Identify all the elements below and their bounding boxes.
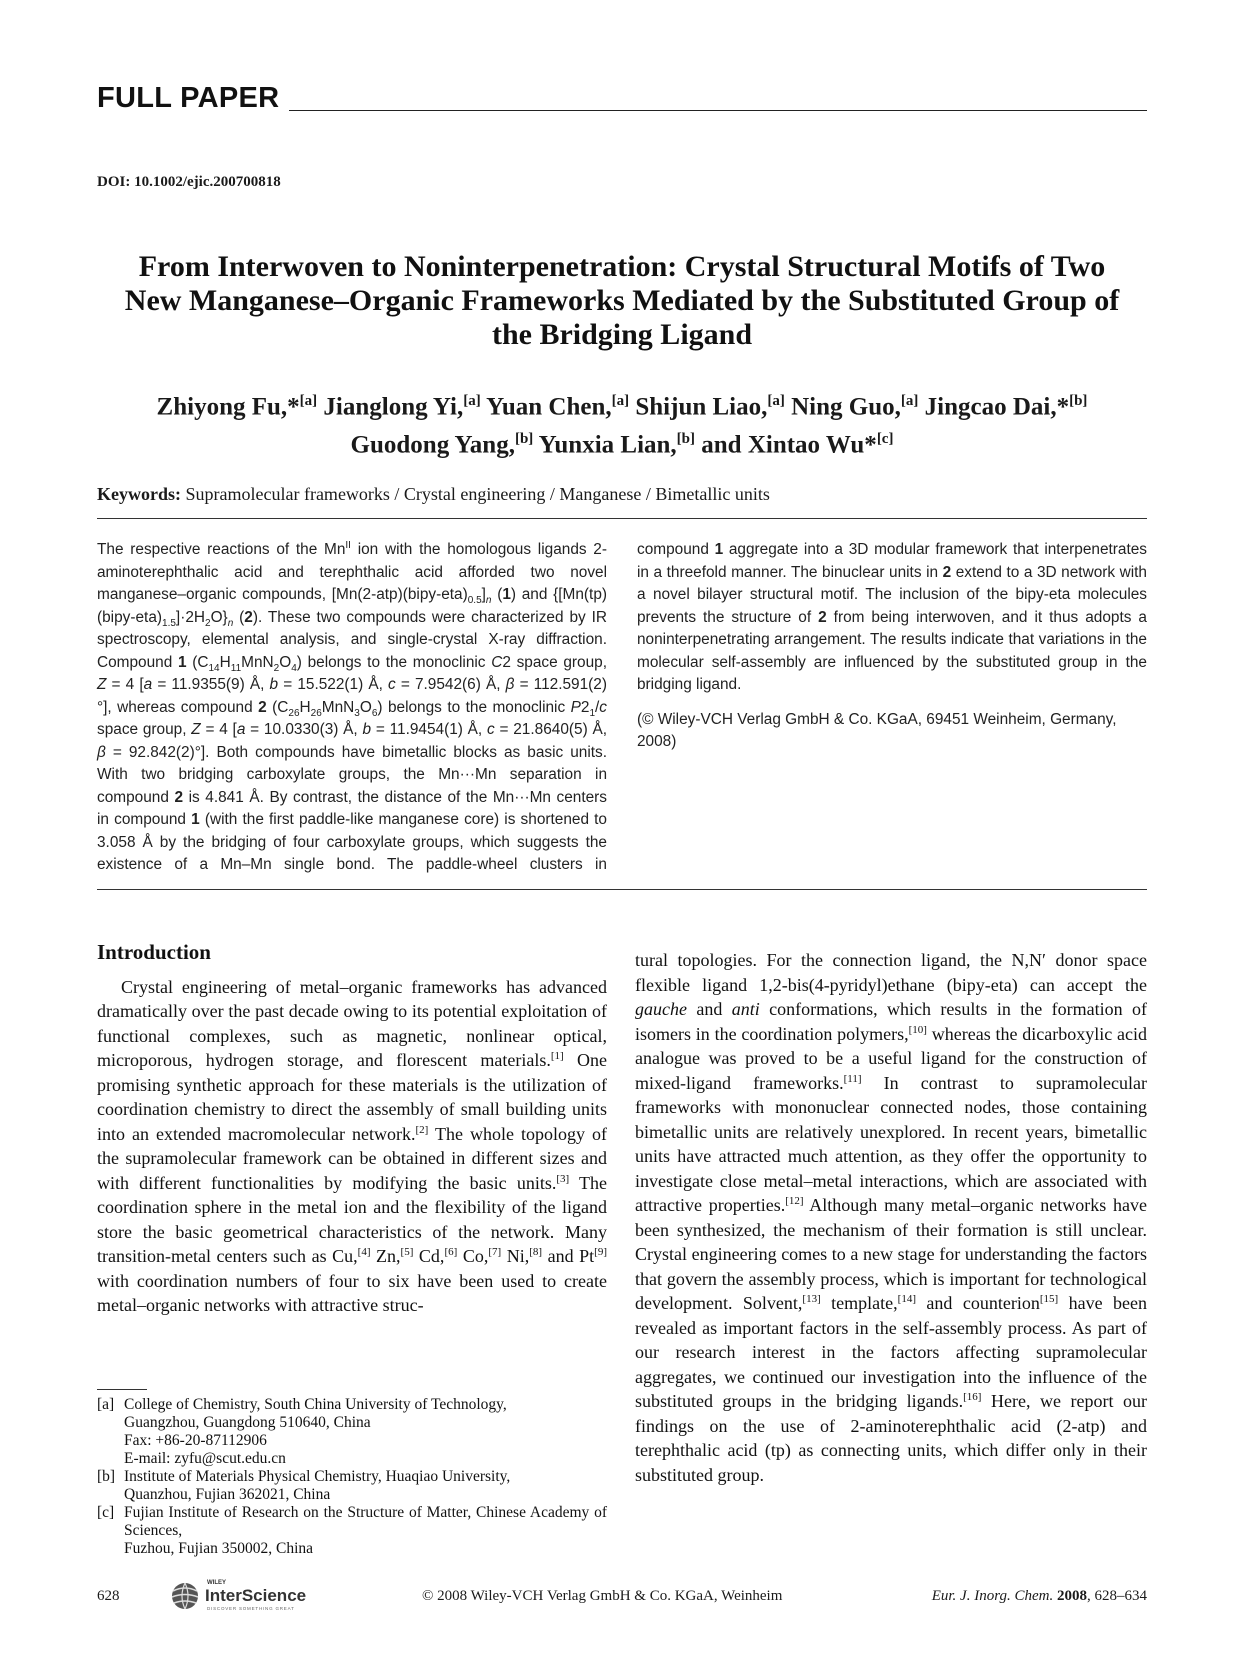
body-paragraph: Crystal engineering of metal–organic frameworks has advanced dramatically over the past decade owing to its potential exploitation of functional complexes, such as magnetic, nonlinear optical, microporous, hydrogen storage, and florescent materials.[1] One promising synthetic approach for these materials is the utilization of coordination chemistry to direct the assembly of small building units into an extended macromolecular network.[2] The whole topology of the supramolecular framework can be obtained in different sizes and with different functionalities by modifying the basic units.[3] The coordination sphere in the metal ion and the flexibility of the ligand store the basic geometrical characteristics of the network. Many transition-metal centers such as Cu,[4] Zn,[5] Cd,[6] Co,[7] Ni,[8] and Pt[9] with coordination numbers of four to six have been used to create metal–organic networks with attractive struc- [97,976,607,1315]
footer-copyright: © 2008 Wiley-VCH Verlag GmbH & Co. KGaA, Weinheim [422,1588,783,1604]
journal-year: 2008 [1057,1588,1087,1604]
author-name: Guodong Yang, [350,431,515,459]
title-line-2: New Manganese–Organic Frameworks Mediated by the Substituted Group of [124,284,1120,317]
affiliation-b [97,1468,607,1504]
author-name: Xintao Wu* [747,431,877,459]
author-name: Ning Guo, [791,393,901,421]
fax-line: Fax: +86-20-87112906 [124,1432,267,1449]
affiliation-mark: [b] [1069,393,1088,409]
affiliation-tag: [b] [97,1468,116,1485]
affiliation-tag: [a] [97,1396,115,1413]
doi[interactable]: DOI: 10.1002/ejic.200700818 [97,174,281,190]
affiliation-mark: [b] [514,431,534,448]
keywords-label: Keywords: [97,484,181,504]
section-heading-introduction: Introduction [97,940,211,964]
affiliation-line: Guangzhou, Guangdong 510640, China [124,1414,371,1431]
logo-tagline: DISCOVER SOMETHING GREAT [207,1606,295,1611]
keywords-divider [97,518,1147,519]
journal-pages: , 628–634 [1087,1588,1147,1604]
keywords-text: Supramolecular frameworks / Crystal engineering / Manganese / Bimetallic units [185,484,770,504]
abstract [97,539,1147,884]
logo-small-text: WILEY [207,1580,226,1586]
affiliation-mark: [a] [767,393,785,409]
interscience-logo [167,1575,332,1613]
author-list [97,385,1147,462]
introduction-column-right [635,948,1147,1487]
affiliation-tag: [c] [97,1504,115,1521]
author-name: Zhiyong Fu,* [156,393,300,421]
affiliation-mark: [a] [463,393,481,409]
header-rule [289,110,1147,111]
abstract-text: The respective reactions of the $Mn^{II}$ ion with the homologous ligands 2-aminoterephthalic acid and terephthalic acid afforded two novel manganese–organic compounds, $[Mn(2-atp)(bipy-eta)_{0.5}]_n$ (1) and $\{[Mn(tp)(bipy-eta)_{1.5}]\cdot 2H_2O\}_n$ (2). These two compounds were characterized by IR spectroscopy, elemental analysis, and single-crystal X-ray diffraction. Compound 1 $(C_{14}H_{11}MnN_2O_4)$ belongs to the monoclinic C2 space group, Z = 4 [a = 11.9355(9) Å, b = 15.522(1) Å, c = 7.9542(6) Å, β = 112.591(2)°], whereas compound 2 $(C_{26}H_{26}MnN_3O_6)$ belongs to the monoclinic $P2_1/c$ space group, Z = 4 [a = 10.0330(3) Å, b = 11.9454(1) Å, c = 21.8640(5) Å, β = 92.842(2)°]. Both compounds have bimetallic blocks as basic units. With two bridging carboxylate groups, the Mn···Mn separation in compound 2 is 4.841 Å. By contrast, the distance of the Mn···Mn centers in compound 1 (with the first paddle-like manganese core) is shortened to 3.058 Å by the bridging of four carboxylate groups, which suggests the existence of a Mn–Mn single bond. The paddle-wheel clusters in compound 1 aggregate into a 3D modular framework that interpenetrates in a threefold manner. The binuclear units in 2 extend to a 3D network with a novel bilayer structural motif. The inclusion of the bipy-eta molecules prevents the structure of 2 from being interwoven, and it thus adopts a noninterpenetrating arrangement. The results indicate that variations in the molecular self-assembly are influenced by the substituted group in the bridging ligand. [97,539,1147,873]
affiliation-line: College of Chemistry, South China University of Technology, [124,1396,507,1413]
affiliation-line: Quanzhou, Fujian 362021, China [124,1486,331,1503]
footnote-rule [97,1389,147,1390]
paper-title [97,250,1147,352]
page-footer [97,1580,1147,1610]
affiliation-mark: [a] [299,393,318,409]
author-line-2 [97,423,1147,461]
author-name: Jingcao Dai,* [924,393,1070,421]
author-name: Shijun Liao, [635,393,768,421]
affiliation-line: Fuzhou, Fujian 350002, China [124,1540,314,1557]
section-type-header [97,80,1147,116]
introduction-column-left [97,940,607,1318]
logo-main-text: InterScience [205,1586,307,1605]
affiliation-mark: [b] [676,431,696,448]
body-paragraph: tural topologies. For the connection ligand, the N,N′ donor space flexible ligand 1,2-bis(4-pyridyl)ethane (bipy-eta) can accept the gauche and anti conformations, which results in the formation of isomers in the coordination polymers,[10] whereas the dicarboxylic acid analogue was proved to be a useful ligand for the construction of mixed-ligand frameworks.[11] In contrast to supramolecular frameworks with mononuclear connected nodes, those containing bimetallic units are relatively unexplored. In recent years, bimetallic units have attracted much attention, as they offer the opportunity to investigate close metal–metal interactions, which are associated with attractive properties.[12] Although many metal–organic networks have been synthesized, the mechanism of their formation is still unclear. Crystal engineering comes to a new stage for understanding the factors that govern the assembly process, which is important for technological development. Solvent,[13] template,[14] and counterion[15] have been revealed as important factors in the self-assembly process. As part of our research interest in the factors affecting supramolecular aggregates, we continued our investigation into the influence of the substituted groups in the bridging ligands.[16] Here, we report our findings on the use of 2-aminoterephthalic acid (2-atp) and terephthalic acid (tp) as connecting units, which differ only in their substituted group. [635,950,1147,1485]
author-name: Jianglong Yi, [323,393,464,421]
globe-icon [172,1583,198,1609]
affiliation-mark: [a] [900,393,919,409]
keywords [97,484,1147,505]
author-name: Yuan Chen, [486,393,612,421]
title-line-3: the Bridging Ligand [491,318,753,351]
author-conjunction: and [701,431,742,459]
author-name: Yunxia Lian, [538,431,677,459]
abstract-copyright: (© Wiley-VCH Verlag GmbH & Co. KGaA, 69451 Weinheim, Germany, 2008) [637,710,1117,750]
author-line-1 [97,385,1147,423]
affiliation-a [97,1396,607,1468]
affiliation-mark: [a] [611,393,630,409]
affiliation-c [97,1504,607,1558]
journal-citation [932,1588,1147,1605]
journal-name: Eur. J. Inorg. Chem. [931,1588,1054,1604]
email-link[interactable]: E-mail: zyfu@scut.edu.cn [124,1450,286,1467]
page-number: 628 [97,1588,120,1604]
affiliation-mark: [c] [876,431,894,448]
full-paper-label: FULL PAPER [97,82,280,114]
title-line-1: From Interwoven to Noninterpenetration: Crystal Structural Motifs of Two [138,250,1106,283]
affiliations [97,1396,607,1558]
affiliation-line: Institute of Materials Physical Chemistry, Huaqiao University, [124,1468,511,1485]
affiliation-line: Fujian Institute of Research on the Structure of Matter, Chinese Academy of Sciences, [124,1504,607,1539]
abstract-divider [97,889,1147,890]
